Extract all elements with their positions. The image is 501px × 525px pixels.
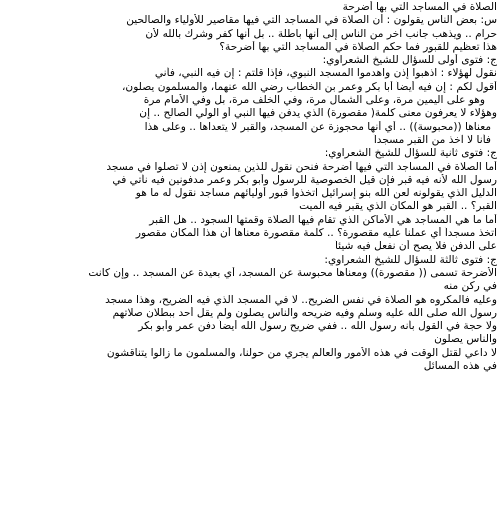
text-line: في ركن منه bbox=[443, 280, 497, 293]
text-line: أقول لكم : إن فيه أيضاً أبا بكر وعمر بن الخطاب رضي الله عنهما، والمسلمون يصلون، bbox=[122, 80, 497, 93]
text-line: على الدفن فلا يصح أن نفعل فيه شيئاً bbox=[334, 240, 497, 253]
text-line: نقول لهؤلاء : اذهبوا إذن واهدموا المسجد النبوي، فإذا قلتم : إن فيه النبي، فأني bbox=[154, 67, 497, 80]
text-line: وهو على اليمين مرة، وعلى الشمال مرة، وفي الخلف مرة، بل وفي الأمام مرة bbox=[143, 94, 485, 107]
text-line: رسول الله صلى الله عليه وسلم وفيه ضريحه والناس يصلون ولم يقل أحد ببطلان صلاتهم bbox=[112, 306, 497, 319]
text-line: ولا حجة في القول بأنه رسول الله .. ففي ضريح رسول الله أيضاً دفن عمر وأبو بكر bbox=[138, 320, 497, 333]
section-heading: ج: فتوى ثالثة للسؤال للشيخ الشعراوي: bbox=[324, 253, 497, 266]
text-line: هذا تعظيم للقبور فما حكم الصلاة في المساجد التي بها أضرحة؟ bbox=[219, 40, 497, 53]
section-heading: ج: فتوى ثانية للسؤال للشيخ الشعراوي: bbox=[324, 147, 497, 160]
text-line: الأضرحة تسمى (( مقصورة)) ومعناها محبوسة عن المسجد، أي بعيدة عن المسجد .. وإن كانت bbox=[88, 266, 497, 279]
text-line: رسول الله لأنه فيه قبر فإن قيل الخصوصية للرسول وأبو بكر وعمر مدفونين فيه نأتي في bbox=[112, 173, 497, 186]
text-line: أما الصلاة في المساجد التي فيها أضرحة فنحن نقول للذين يمنعون إذن لا تصلوا في مسجد bbox=[106, 160, 497, 173]
text-line: والناس يصلون bbox=[434, 333, 497, 346]
section-heading: س: بعض الناس يقولون : أن الصلاة في المساجد التي فيها مقاصير للأولياء والصالحين bbox=[126, 14, 497, 27]
text-line: وعليه فالمكروه هو الصلاة في نفس الضريح.. لا في المسجد الذي فيه الضريح، وهذا مسجد bbox=[105, 293, 497, 306]
text-line: فأنا لا آخذ من القبر مسجداً bbox=[373, 133, 491, 146]
section-heading: ج: فتوى أولى للسؤال للشيخ الشعراوي: bbox=[322, 54, 497, 67]
text-line: الدليل الذي يقولونه لعن الله بنو إسرائيل اتخذوا قبور أوليائهم مساجد نقول له ما هو bbox=[135, 187, 497, 200]
text-line: القبر؟ .. القبر هو المكان الذي يقبر فيه الميت bbox=[299, 200, 497, 213]
document-title: الصلاة في المساجد التي بها أضرحة bbox=[342, 1, 497, 13]
text-line: لا داعي لقتل الوقت في هذه الأمور والعالم يجري من حولنا، والمسلمون ما زالوا يتناقشون bbox=[106, 346, 497, 359]
text-line: اتخذ مسجداً أي عملنا عليه مقصورة؟ .. كلمة مقصورة معناها أن هذا المكان مقصور bbox=[135, 227, 497, 240]
text-line: معناها ((محبوسة)) .. أي أنها محجوزة عن المسجد، والقبر لا يتعداها .. وعلى هذا bbox=[144, 120, 491, 133]
text-line: في هذه المسائل bbox=[423, 360, 497, 373]
text-line: حرام .. ويذهب جانب آخر من الناس إلى أنها باطلة .. بل أنها كفر وشرك بالله لأن bbox=[145, 27, 497, 40]
text-line: وهؤلاء لا يعرفون معنى كلمة( مقصورة) الذي يدفن فيها النبي أو الولي الصالح .. إن bbox=[139, 107, 497, 120]
text-line: أما ما هي المساجد هي الأماكن الذي تقام فيها الصلاة وقمتها السجود .. هل القبر bbox=[149, 213, 497, 226]
